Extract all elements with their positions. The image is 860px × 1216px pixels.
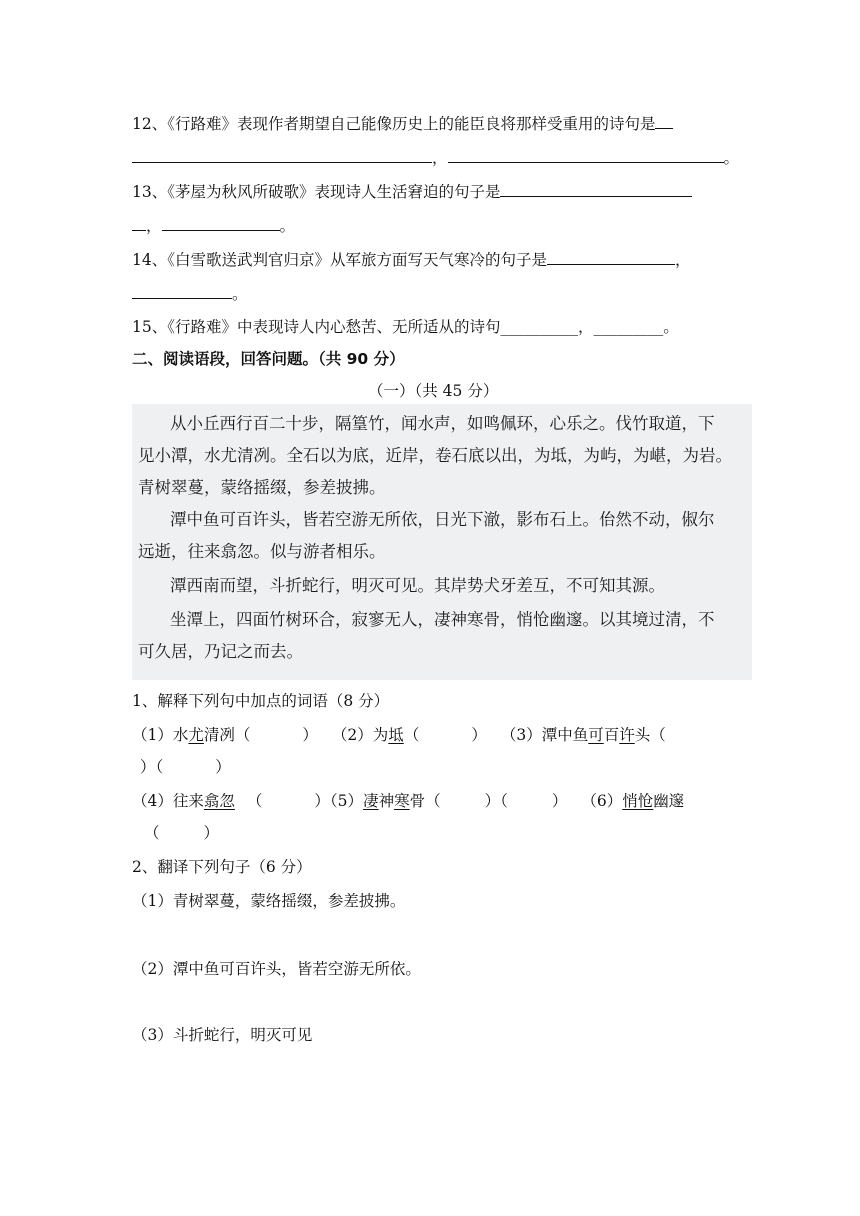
passage-line: 远逝，往来翕忽。似与游者相乐。 [138,542,386,561]
answer-blank[interactable] [162,214,280,231]
translate-item: （2）潭中鱼可百许头，皆若空游无所依。 [132,960,421,978]
passage-line: 可久居，乃记之而去。 [138,642,303,661]
question-1-title: 1、解释下列句中加点的词语（8 分） [132,692,390,710]
dotted-word: 凄 [363,792,379,810]
answer-blank[interactable] [132,214,146,231]
passage-line: 坐潭上，四面竹树环合，寂寥无人，凄神寒骨，悄怆幽邃。以其境过清，不 [170,610,715,629]
passage-line: 潭中鱼可百许头，皆若空游无所依，日光下澈，影布石上。佁然不动，俶尔 [170,510,715,529]
question-12: 12、《行路难》表现作者期望自己能像历史上的能臣良将那样受重用的诗句是 [132,112,673,135]
answer-blank[interactable] [132,282,232,299]
dotted-word: 悄怆 [622,792,654,810]
question-1-row: （4）往来翕忽 （ ）（5）凄神寒骨（ ）（ ） （6）悄怆幽邃 [132,792,685,810]
answer-blank[interactable] [655,112,673,129]
passage-line: 潭西南而望，斗折蛇行，明灭可见。其岸势犬牙差互，不可知其源。 [170,576,665,595]
dotted-word: 翕忽 [203,792,235,810]
answer-blank[interactable]: __________ [500,318,578,336]
question-14-answers: 。 [132,282,248,305]
passage-line: 青树翠蔓，蒙络摇缀，参差披拂。 [138,478,386,497]
answer-blank[interactable] [448,146,724,163]
answer-blank[interactable] [547,248,675,265]
answer-blank[interactable]: _________ [593,318,664,336]
question-13-answers: ， 。 [132,214,295,237]
question-1-row: （1）水尤清冽（ ） （2）为坻（ ） （3）潭中鱼可百许头（ [132,726,666,744]
answer-blank[interactable] [500,180,692,197]
dotted-word: 坻 [388,726,404,744]
translate-item: （1）青树翠蔓，蒙络摇缀，参差披拂。 [132,892,406,910]
answer-blank[interactable] [132,146,432,163]
dotted-word: 许 [619,726,635,744]
question-1-row: （ ） [144,824,220,842]
section-heading: 二、阅读语段，回答问题。（共 90 分） [132,350,405,368]
translate-item: （3）斗折蛇行，明灭可见 [132,1026,313,1044]
question-14: 14、《白雪歌送武判官归京》从军旅方面写天气寒冷的句子是 ， [132,248,691,271]
dotted-word: 可 [588,726,604,744]
passage-line: 从小丘西行百二十步，隔篁竹，闻水声，如鸣佩环，心乐之。伐竹取道，下 [170,414,715,433]
question-2-title: 2、翻译下列句子（6 分） [132,858,312,876]
passage-line: 见小潭，水尤清冽。全石以为底，近岸，卷石底以出，为坻，为屿，为嵁，为岩。 [138,446,732,465]
dotted-word: 寒 [394,792,410,810]
section-subheading: （一）（共 45 分） [368,382,499,400]
reading-passage [132,404,752,680]
question-1-row: ）（ ） [140,758,231,776]
dotted-word: 尤 [188,726,204,744]
question-12-answers: ， 。 [132,146,739,169]
question-15: 15、《行路难》中表现诗人内心愁苦、无所适从的诗句__________，_________。 [132,318,679,336]
question-13: 13、《茅屋为秋风所破歌》表现诗人生活窘迫的句子是 [132,180,692,203]
